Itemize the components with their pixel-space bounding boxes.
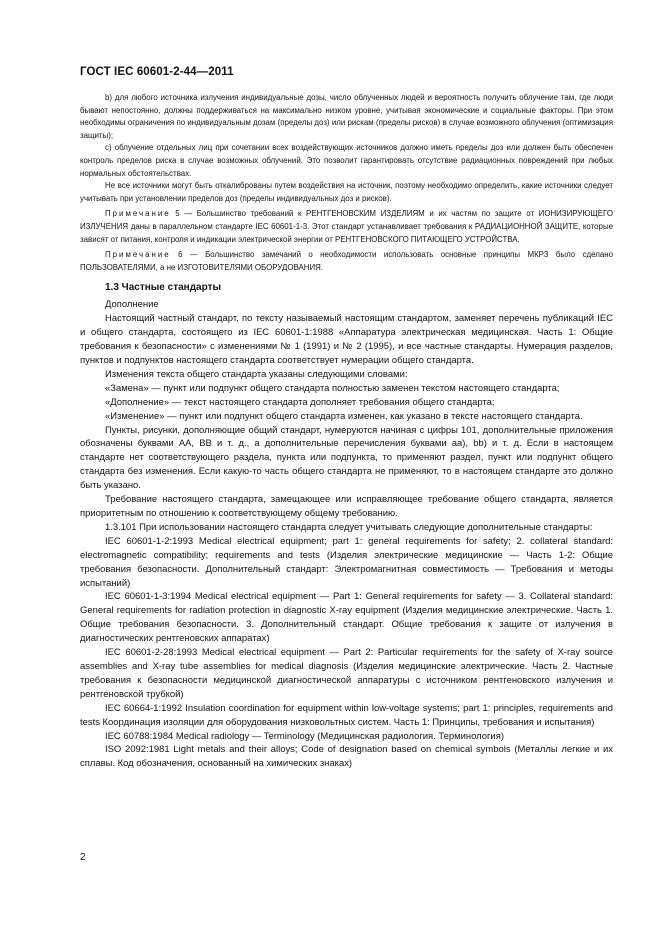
reference-item: ISO 2092:1981 Light metals and their alloys; Code of designation based on chemical symbols (Металлы легкие и их сплавы. Код обозначения, основанный на химических знаках) xyxy=(80,744,613,770)
note-5 xyxy=(80,208,613,246)
paragraph: «Изменение» — пункт или подпункт общего стандарта изменен, как указано в тексте настоящего стандарта. xyxy=(105,410,583,422)
reference-item: IEC 60601-1-3:1994 Medical electrical equipment — Part 1: General requirements for safety — 3. Collateral standard: General requirements for radiation protection in diagnostic X-ray equipment (Изделия медицинские электрические. Часть 1. Общие требования безопасности. 3. Дополнительный стандарт. Общие требования к защите от излучения в диагностических рентгеновских аппаратах) xyxy=(80,591,613,645)
small-text-block xyxy=(80,92,613,274)
paragraph: Изменения текста общего стандарта указаны следующими словами: xyxy=(105,368,408,380)
paragraph: «Замена» — пункт или подпункт общего стандарта полностью заменен текстом настоящего стандарта; xyxy=(105,382,560,394)
reference-item: IEC 60601-2-28:1993 Medical electrical equipment — Part 2: Particular requirements for the safety of X-ray source assemblies and X-ray tube assemblies for medical diagnosis (Изделия медицинские электрические. Часть 2. Частные требования к безопасности медицинской диагностической аппаратуры с источником рентгеновского излучения и рентгеновской трубкой) xyxy=(80,647,613,700)
reference-item: IEC 60664-1:1992 Insulation coordination for equipment within low-voltage systems; part 1: principles, requirements and tests Координация изоляции для оборудования низковольтных систем. Часть 1: Принципы, требования и испытания) xyxy=(80,702,613,728)
page-content xyxy=(80,92,613,771)
reference-item: IEC 60788:1984 Medical radiology — Terminology (Медицинская радиология. Терминология) xyxy=(105,730,504,742)
paragraph: «Дополнение» — текст настоящего стандарта дополняет требования общего стандарта; xyxy=(105,396,495,408)
note-6-label: Примечание xyxy=(105,250,171,260)
note-6 xyxy=(80,249,613,274)
paragraph-sources: Не все источники могут быть откалиброваны путем воздействия на источник, поэтому необходимо определить, какие источники следует учитывать при установлении пределов доз (пределы индивидуальных доз и рисков). xyxy=(80,181,613,203)
reference-item: IEC 60601-1-2:1993 Medical electrical equipment; part 1: general requirements for safety; 2. collateral standard: electromagnetic compatibility; requirements and tests (Изделия электрические медицинские — Часть 1-2: Общие требования безопасности. Дополнительный стандарт: Электромагнитная совместимость — Требования и методы испытаний) xyxy=(80,535,613,589)
section-subheading: Дополнение xyxy=(105,299,159,311)
note-6-text: 6 — Большинство замечаний о необходимости использовать основные принципы МКРЗ было сделано ПОЛЬЗОВАТЕЛЯМИ, а не ИЗГОТОВИТЕЛЯМИ ОБОРУДОВАНИЯ. xyxy=(80,250,613,272)
paragraph: 1.3.101 При использовании настоящего стандарта следует учитывать следующие дополнительные стандарты: xyxy=(105,521,593,533)
paragraph: Требование настоящего стандарта, замещающее или исправляющее требование общего стандарта, является приоритетным по отношению к соответствующему общему требованию. xyxy=(80,494,613,519)
paragraph: Настоящий частный стандарт, по тексту называемый настоящим стандартом, заменяет перечень публикаций IEC и общего стандарта, состоящего из IEC 60601-1:1988 «Аппаратура электрическая медицинская. Часть 1: Общие требования к безопасности» с изменениями № 1 (1991) и № 2 (1995), и все частные стандарты. Нумерация разделов, пунктов и подпунктов настоящего стандарта соответствует нумерации общего стандарта. xyxy=(80,313,613,367)
document-header: ГОСТ IEC 60601-2-44—2011 xyxy=(80,66,234,78)
paragraph: Пункты, рисунки, дополняющие общий стандарт, нумеруются начиная с цифры 101, дополнительные приложения обозначены буквами АА, ВВ и т. д., а дополнительные перечисления буквами аа), bb) и т. д. Если в настоящем стандарте нет соответствующего раздела, пункта или подпункта, то применяют раздел, пункт или подпункт общего стандарта без изменения. Если какую-то часть общего стандарта не применяют, то в настоящем стандарте это должно быть указано. xyxy=(80,424,613,492)
main-text-block xyxy=(80,280,613,771)
paragraph-b: b) для любого источника излучения индивидуальные дозы, число облученных людей и вероятность получить облучение там, где люди бывают непостоянно, должны поддерживаться на максимально низком уровне, учитывая экономические и социальные факторы. При этом необходимы ограничения по индивидуальным дозам (пределы доз) или рискам (пределы рисков) в случае возможного облучения (оптимизация защиты); xyxy=(80,93,613,140)
paragraph-c: c) облучение отдельных лиц при сочетании всех воздействующих источников должно иметь пределы доз или должен быть обеспечен контроль пределов риска в случае возможных облучений. Это позволит гарантировать отсутствие радиационных повреждений при любых нормальных обстоятельствах. xyxy=(80,143,613,178)
page-number: 2 xyxy=(80,852,86,863)
note-5-text: 5 — Большинство требований к РЕНТГЕНОВСКИМ ИЗДЕЛИЯМ и их частям по защите от ИОНИЗИРУЮЩЕГО ИЗЛУЧЕНИЯ даны в параллельном стандарте IEC 60601-1-3. Этот стандарт устанавливает требования к РАДИАЦИОННОЙ ЗАЩИТЕ, которые зависят от питания, контроля и индикации электрической энергии от РЕНТГЕНОВСКОГО ПИТАЮЩЕГО УСТРОЙСТВА. xyxy=(80,209,613,244)
section-heading: 1.3 Частные стандарты xyxy=(105,282,222,294)
note-5-label: Примечание xyxy=(105,209,171,219)
